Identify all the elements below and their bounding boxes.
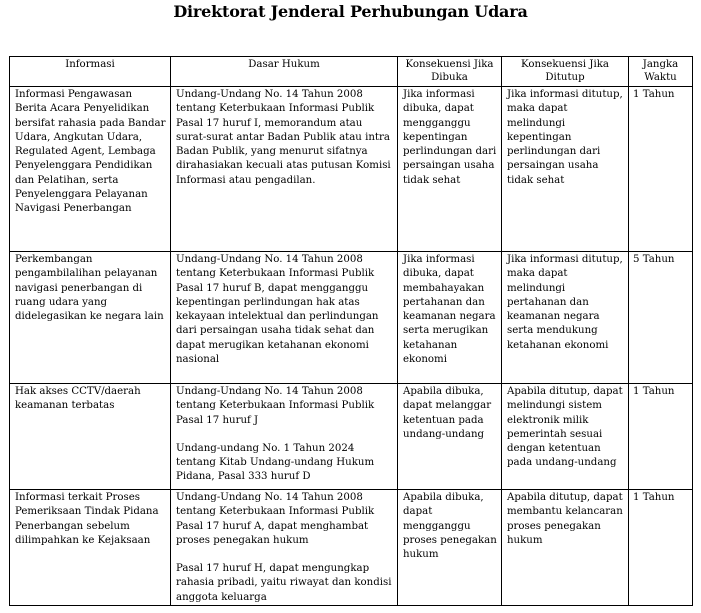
cell-konsekuensi-ditutup: Jika informasi ditutup, maka dapat melindungi kepentingan perlindungan dari persaingan usaha tidak sehat: [502, 87, 629, 252]
dasar-hukum-paragraph: Undang-Undang No. 14 Tahun 2008 tentang Keterbukaan Informasi Publik Pasal 17 huruf B, dapat mengganggu kepentingan perlindungan hak atas kekayaan intelektual dan perlindungan dari persaingan usaha tidak sehat dan dapat merugikan ketahanan ekonomi nasional: [176, 254, 379, 366]
cell-dasar-hukum: [171, 490, 398, 606]
information-table: [9, 56, 693, 606]
page-title: Direktorat Jenderal Perhubungan Udara: [173, 2, 528, 21]
dasar-hukum-paragraph: Undang-Undang No. 14 Tahun 2008 tentang Keterbukaan Informasi Publik Pasal 17 huruf J: [176, 386, 375, 426]
paragraph-spacer: [176, 428, 393, 442]
cell-dasar-hukum: [171, 87, 398, 252]
header-informasi: Informasi: [10, 57, 171, 87]
cell-konsekuensi-ditutup: Apabila ditutup, dapat membantu kelancaran proses penegakan hukum: [502, 490, 629, 606]
header-konsekuensi-ditutup: Konsekuensi Jika Ditutup: [502, 57, 629, 87]
cell-konsekuensi-dibuka: Apabila dibuka, dapat mengganggu proses penegakan hukum: [398, 490, 502, 606]
dasar-hukum-paragraph: Undang-Undang No. 14 Tahun 2008 tentang Keterbukaan Informasi Publik Pasal 17 huruf I, memorandum atau surat-surat antar Badan Publik atau intra Badan Publik, yang menurut sifatnya dirahasiakan kecuali atas putusan Komisi Informasi atau pengadilan.: [176, 89, 391, 186]
cell-dasar-hukum: [171, 252, 398, 384]
table-row: [10, 490, 693, 606]
cell-jangka-waktu: 5 Tahun: [629, 252, 693, 384]
cell-konsekuensi-dibuka: Apabila dibuka, dapat melanggar ketentuan pada undang-undang: [398, 384, 502, 490]
cell-konsekuensi-ditutup: Jika informasi ditutup, maka dapat melindungi pertahanan dan keamanan negara serta mendukung ketahanan ekonomi: [502, 252, 629, 384]
header-dasar-hukum: Dasar Hukum: [171, 57, 398, 87]
cell-konsekuensi-dibuka: Jika informasi dibuka, dapat membahayakan pertahanan dan keamanan negara serta merugikan ketahanan ekonomi: [398, 252, 502, 384]
cell-jangka-waktu: 1 Tahun: [629, 87, 693, 252]
cell-informasi: Hak akses CCTV/daerah keamanan terbatas: [10, 384, 171, 490]
cell-konsekuensi-ditutup: Apabila ditutup, dapat melindungi sistem elektronik milik pemerintah sesuai dengan ketentuan pada undang-undang: [502, 384, 629, 490]
dasar-hukum-paragraph: Undang-Undang No. 14 Tahun 2008 tentang Keterbukaan Informasi Publik Pasal 17 huruf A, dapat menghambat proses penegakan hukum: [176, 492, 375, 546]
cell-jangka-waktu: 1 Tahun: [629, 490, 693, 606]
cell-informasi: Perkembangan pengambilalihan pelayanan navigasi penerbangan di ruang udara yang didelegasikan ke negara lain: [10, 252, 171, 384]
cell-jangka-waktu: 1 Tahun: [629, 384, 693, 490]
table-row: [10, 87, 693, 252]
paragraph-spacer: [176, 548, 393, 562]
cell-informasi: Informasi terkait Proses Pemeriksaan Tindak Pidana Penerbangan sebelum dilimpahkan ke Kejaksaan: [10, 490, 171, 606]
table-row: [10, 252, 693, 384]
header-konsekuensi-dibuka: Konsekuensi Jika Dibuka: [398, 57, 502, 87]
cell-informasi: Informasi Pengawasan Berita Acara Penyelidikan bersifat rahasia pada Bandar Udara, Angkutan Udara, Regulated Agent, Lembaga Penyelenggara Pendidikan dan Pelatihan, serta Penyelenggara Pelayanan Navigasi Penerbangan: [10, 87, 171, 252]
header-jangka-waktu: Jangka Waktu: [629, 57, 693, 87]
table-header-row: [10, 57, 693, 87]
dasar-hukum-paragraph: Pasal 17 huruf H, dapat mengungkap rahasia pribadi, yaitu riwayat dan kondisi anggota keluarga: [176, 563, 392, 603]
cell-konsekuensi-dibuka: Jika informasi dibuka, dapat mengganggu kepentingan perlindungan dari persaingan usaha tidak sehat: [398, 87, 502, 252]
cell-dasar-hukum: [171, 384, 398, 490]
table-row: [10, 384, 693, 490]
dasar-hukum-paragraph: Undang-undang No. 1 Tahun 2024 tentang Kitab Undang-undang Hukum Pidana, Pasal 333 huruf D: [176, 442, 375, 483]
